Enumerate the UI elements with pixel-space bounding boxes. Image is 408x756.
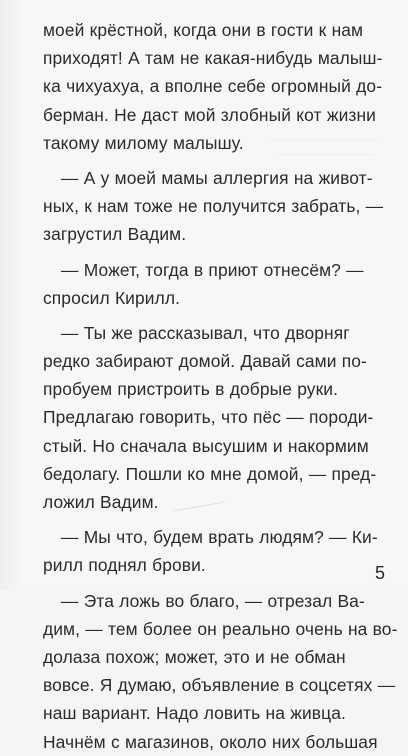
paragraph-gap <box>43 516 375 523</box>
text-line: — Мы что, будем врать людям? — Ки- <box>61 527 378 548</box>
body-text <box>43 16 398 756</box>
text-line: ложил Вадим. <box>43 492 159 512</box>
text-line: — Может, тогда в приют отнесём? — <box>61 259 364 280</box>
paragraph <box>43 256 375 312</box>
text-line: дим, — тем более он реально очень на во- <box>43 618 398 639</box>
paragraph <box>43 587 398 756</box>
text-line: стый. Но сначала высушим и накормим <box>43 435 369 456</box>
text-line: спросил Кирилл. <box>43 287 181 308</box>
text-line: такому милому малышу. <box>43 132 244 153</box>
paragraph <box>43 164 384 249</box>
paragraph <box>43 319 375 516</box>
text-line: ка чихуахуа, а вполне себе огромный до- <box>43 76 383 97</box>
page-number: 5 <box>375 563 386 583</box>
text-line: — А у моей мамы аллергия на живот- <box>61 167 373 188</box>
paragraph-gap <box>43 580 375 587</box>
text-line: — Ты же рассказывал, что дворняг <box>61 322 350 343</box>
text-line: Предлагаю говорить, что пёс — породи- <box>43 407 374 428</box>
text-line: моей крёстной, когда они в гости к нам <box>43 20 364 40</box>
text-line: вовсе. Я думаю, объявление в соцсетях — <box>43 675 396 696</box>
paragraph <box>43 16 383 157</box>
text-line: бедолагу. Пошли ко мне домой, — пред- <box>43 463 377 484</box>
paragraph <box>43 523 378 579</box>
text-line: рилл поднял брови. <box>43 555 206 576</box>
text-line: ных, к нам тоже не получится забрать, — <box>43 196 384 217</box>
text-line: Начнём с магазинов, около них большая <box>43 731 378 752</box>
paragraph-gap <box>43 312 375 319</box>
text-line: редко забирают домой. Давай сами по- <box>43 351 367 372</box>
text-line: пробуем пристроить в добрые руки. <box>43 379 339 400</box>
paragraph-gap <box>43 157 375 164</box>
text-line: наш вариант. Надо ловить на живца. <box>43 703 346 724</box>
text-line: загрустил Вадим. <box>43 224 187 245</box>
text-line: — Эта ложь во благо, — отрезал Ва- <box>61 590 365 611</box>
paragraph-gap <box>43 249 375 256</box>
text-line: берман. Не даст мой злобный кот жизни <box>43 104 376 125</box>
text-line: приходят! А там не какая-нибудь малыш- <box>43 48 383 69</box>
text-line: долаза похож; может, это и не обман <box>43 646 346 667</box>
